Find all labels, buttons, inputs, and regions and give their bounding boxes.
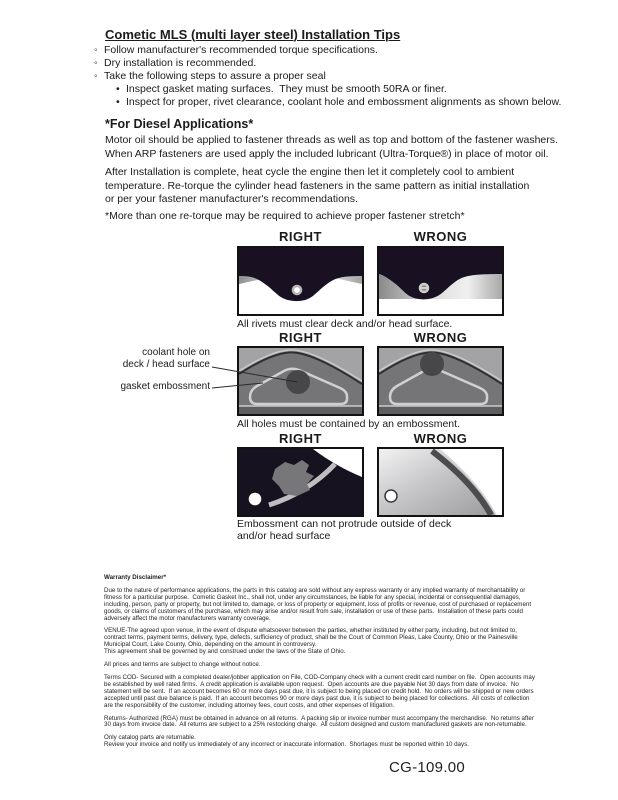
list-item: [94, 44, 561, 57]
warranty-heading: Warranty Disclaimer*: [104, 574, 167, 581]
hole-caption: All holes must be contained by an embossment.: [237, 418, 460, 430]
paragraph-line: temperature. Re-torque the cylinder head fasteners in the same pattern as initial installation: [105, 179, 530, 192]
legal-line: fitness for a particular purpose. Cometic Gasket Inc., shall not, under any circumstances, be liable for any special, incidental or consequential damages,: [104, 593, 521, 601]
legal-line: goods, or claims of customers of the purchase, which may arise and/or result from sale, installation or use of these parts. Installation of these parts could: [104, 607, 523, 615]
tip-text: Take the following steps to assure a proper seal: [104, 70, 326, 82]
list-item: [94, 96, 561, 109]
legal-line: statement will be sent. If an account becomes 60 or more days past due, it is subject to being placed on credit hold. No orders will be shipped or new orders: [104, 687, 534, 695]
tip-text: Dry installation is recommended.: [104, 57, 257, 69]
circle-bullet-icon: ◦: [94, 57, 98, 69]
right-label: RIGHT: [279, 330, 322, 345]
wrong-label: WRONG: [413, 431, 468, 446]
hole-wrong-illustration: [379, 348, 502, 414]
diesel-applications-heading: *For Diesel Applications*: [105, 117, 254, 131]
legal-line: This agreement shall be governed by and construed under the laws of the State of Ohio.: [104, 648, 346, 656]
diesel-paragraph-2: [105, 166, 529, 207]
callout-line: gasket embossment: [120, 381, 210, 392]
legal-line: Due to the nature of performance applications, the parts in this catalog are sold without any express warranty or any implied warranty of merchantability or: [104, 586, 526, 594]
rivet-right-illustration: [239, 248, 362, 314]
installation-tips-list: [94, 44, 561, 109]
list-item: [94, 70, 561, 83]
right-label: RIGHT: [279, 229, 322, 244]
legal-line: including, person, party or property, but not limited to, damage, or loss of property or equipment, loss of profits or revenue, cost of purchased or replacement: [104, 600, 532, 608]
legal-line: Review your invoice and notify us immediately of any incorrect or inaccurate information. Shortages must be reported within 10 days.: [104, 741, 469, 749]
retorque-note: *More than one re-torque may be required to achieve proper fastener stretch*: [105, 210, 465, 222]
list-item: [94, 57, 561, 70]
legal-line: Returns- Authorized (RGA) must be obtained in advance on all returns. A packing slip or invoice number must accompany the merchandise. No returns after: [104, 714, 534, 722]
dot-bullet-icon: •: [116, 83, 120, 95]
circle-bullet-icon: ◦: [94, 44, 98, 56]
right-label: RIGHT: [279, 431, 322, 446]
page-title: Cometic MLS (multi layer steel) Installation Tips: [105, 27, 401, 42]
legal-line: Terms COD- Secured with a completed dealer/jobber application on File, COD-Company check with a current credit card number on file. Open accounts may: [104, 673, 535, 681]
page-code: CG-109.00: [389, 759, 466, 776]
circle-bullet-icon: ◦: [94, 70, 98, 82]
wrong-label: WRONG: [413, 229, 468, 244]
wrong-label: WRONG: [413, 330, 468, 345]
protrusion-caption-line2: and/or head surface: [237, 530, 331, 542]
gasket-embossment-callout: [98, 381, 210, 393]
protrusion-right-illustration: [239, 449, 362, 515]
legal-line: contract terms, payment terms, delivery, type, defects, sufficiency of product, shall be the Court of Common Pleas, Lake County, Ohio or the Painesville: [104, 634, 518, 642]
protrusion-caption-line1: Embossment can not protrude outside of deck: [237, 518, 452, 530]
embossment-containment-wrong-diagram: [377, 346, 504, 416]
diesel-paragraph-1: [105, 134, 558, 161]
legal-line: accepted until past due balance is paid. If an account becomes 90 or more days past due, it is subject to being placed for collections. All costs of collection: [104, 694, 530, 702]
legal-line: VENUE-The agreed upon venue, in the event of dispute whatsoever between the parties, whether instituted by either party, including, but not limited to,: [104, 627, 517, 635]
dot-bullet-icon: •: [116, 96, 120, 108]
rivet-clearance-wrong-diagram: [377, 246, 504, 316]
rivet-caption: All rivets must clear deck and/or head surface.: [237, 318, 453, 330]
legal-line: All prices and terms are subject to change without notice.: [104, 661, 261, 669]
tip-text: Follow manufacturer's recommended torque specifications.: [104, 44, 378, 56]
tip-text: Inspect gasket mating surfaces. They must be smooth 50RA or finer.: [126, 83, 447, 95]
legal-line: be established by well rated firms. A credit application is available upon request. Open accounts are due payable Net 30 days from date of invoice. No: [104, 680, 519, 688]
callout-line: coolant hole on: [142, 347, 210, 358]
tip-text: Inspect for proper, rivet clearance, coolant hole and embossment alignments as shown below.: [126, 96, 562, 108]
paragraph-line: After Installation is complete, heat cycle the engine then let it completely cool to ambient: [105, 166, 515, 178]
legal-line: Municipal Court, Lake County, Ohio, depending on the amount in controversy.: [104, 641, 317, 649]
legal-line: adversely affect the motor manufacturers warranty coverage.: [104, 614, 271, 622]
hole-right-illustration: [239, 348, 362, 414]
paragraph-line: Motor oil should be applied to fastener threads as well as top and bottom of the fastener washers.: [105, 134, 558, 146]
callout-line: deck / head surface: [122, 358, 210, 370]
list-item: [94, 83, 561, 96]
coolant-hole-callout: [98, 347, 210, 370]
rivet-clearance-right-diagram: [237, 246, 364, 316]
legal-line: 30 days from invoice date. All returns are subject to a 25% restocking charge. All custom designed and custom manufactured gaskets are non-returnable.: [104, 721, 527, 729]
protrusion-wrong-diagram: [377, 447, 504, 517]
warranty-disclaimer-block: [104, 575, 535, 749]
protrusion-wrong-illustration: [379, 449, 502, 515]
legal-line: are the responsibility of the customer, including attorney fees, court costs, and other expenses of litigation.: [104, 701, 395, 709]
paragraph-line: or per your fastener manufacturer's recommendations.: [105, 193, 358, 205]
legal-line: Only catalog parts are returnable.: [104, 734, 196, 742]
rivet-wrong-illustration: [379, 248, 502, 314]
paragraph-line: When ARP fasteners are used apply the included lubricant (Ultra-Torque®) in place of motor oil.: [105, 147, 549, 160]
protrusion-right-diagram: [237, 447, 364, 517]
embossment-containment-right-diagram: [237, 346, 364, 416]
